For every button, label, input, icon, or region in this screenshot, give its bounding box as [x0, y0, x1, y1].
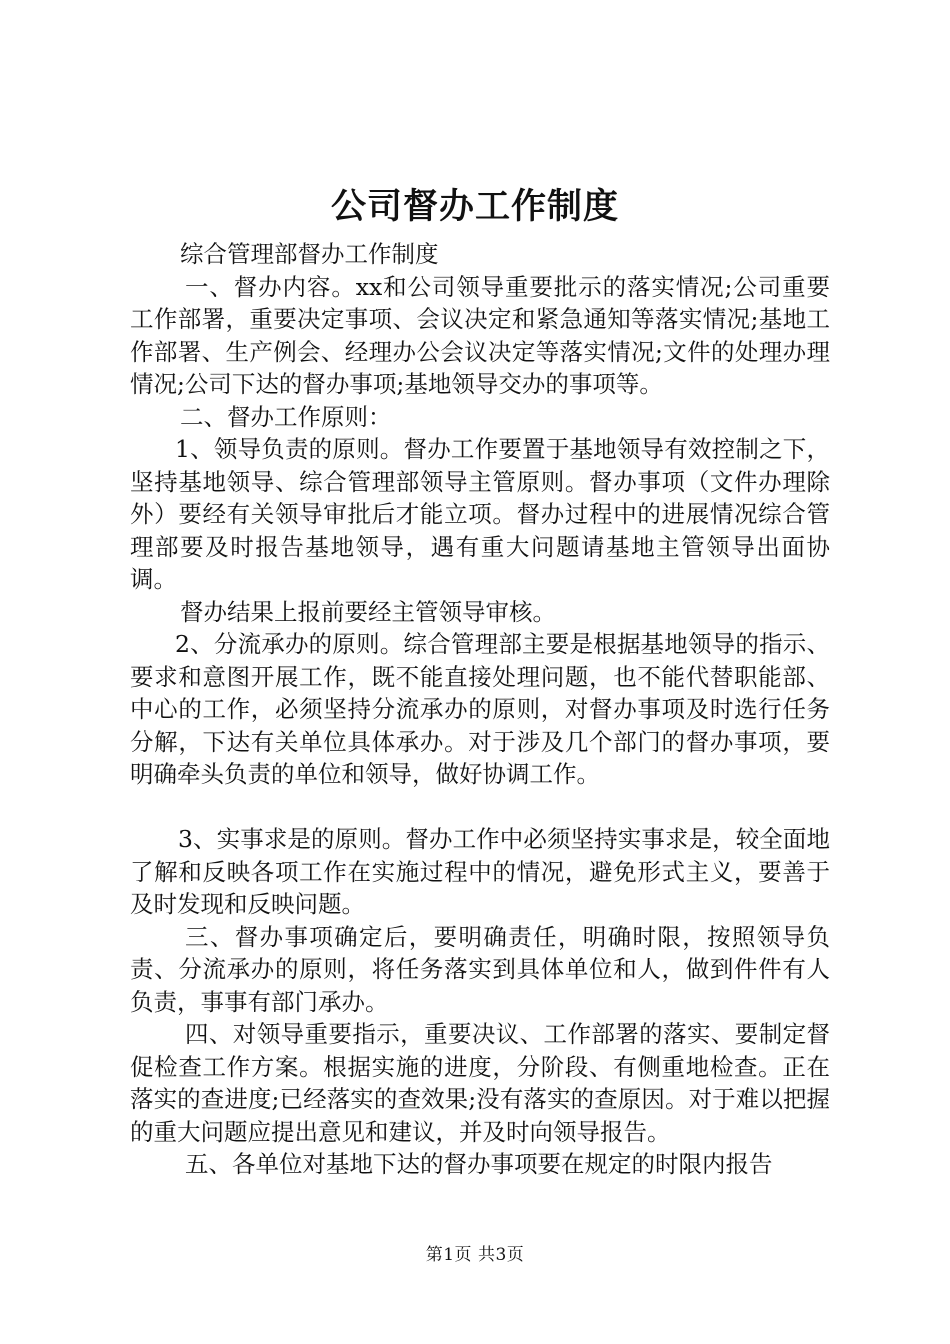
paragraph-section-2-heading: 二、督办工作原则：: [180, 402, 392, 431]
paragraph-review-note: 督办结果上报前要经主管领导审核。: [180, 597, 556, 626]
document-body: [130, 238, 830, 1181]
document-title: 公司督办工作制度: [330, 186, 619, 227]
page-indicator: 第1页 共3页: [425, 1245, 525, 1265]
paragraph-section-1: 一、督办内容。xx和公司领导重要批示的落实情况;公司重要工作部署，重要决定事项、会议决定和紧急通知等落实情况;基地工作部署、生产例会、经理办公会议决定等落实情况;文件的处理办理情况;公司下达的督办事项;基地领导交办的事项等。: [130, 272, 830, 398]
paragraph-subtitle: 综合管理部督办工作制度: [180, 240, 439, 268]
paragraph-principle-2: 2、分流承办的原则。综合管理部主要是根据基地领导的指示、要求和意图开展工作，既不能直接处理问题，也不能代替职能部、中心的工作，必须坚持分流承办的原则，对督办事项及时选行任务分解，下达有关单位具体承办。对于涉及几个部门的督办事项，要明确牵头负责的单位和领导，做好协调工作。: [130, 630, 830, 788]
paragraph-gap: [130, 791, 830, 824]
paragraph-principle-3: 3、实事求是的原则。督办工作中必须坚持实事求是，较全面地了解和反映各项工作在实施过程中的情况，避免形式主义，要善于及时发现和反映问题。: [130, 825, 830, 918]
paragraph-section-5: 五、各单位对基地下达的督办事项要在规定的时限内报告: [185, 1150, 773, 1178]
paragraph-section-3: 三、督办事项确定后，要明确责任，明确时限，按照领导负责、分流承办的原则，将任务落实到具体单位和人，做到件件有人负责，事事有部门承办。: [130, 922, 830, 1016]
paragraph-principle-1: 1、领导负责的原则。督办工作要置于基地领导有效控制之下，坚持基地领导、综合管理部领导主管原则。督办事项（文件办理除外）要经有关领导审批后才能立项。督办过程中的进展情况综合管理部要及时报告基地领导，遇有重大问题请基地主管领导出面协调。: [130, 435, 830, 593]
paragraph-section-4: 四、对领导重要指示，重要决议、工作部署的落实、要制定督促检查工作方案。根据实施的进度，分阶段、有侧重地检查。正在落实的查进度;已经落实的查效果;没有落实的查原因。对于难以把握的重大问题应提出意见和建议，并及时向领导报告。: [130, 1020, 830, 1146]
